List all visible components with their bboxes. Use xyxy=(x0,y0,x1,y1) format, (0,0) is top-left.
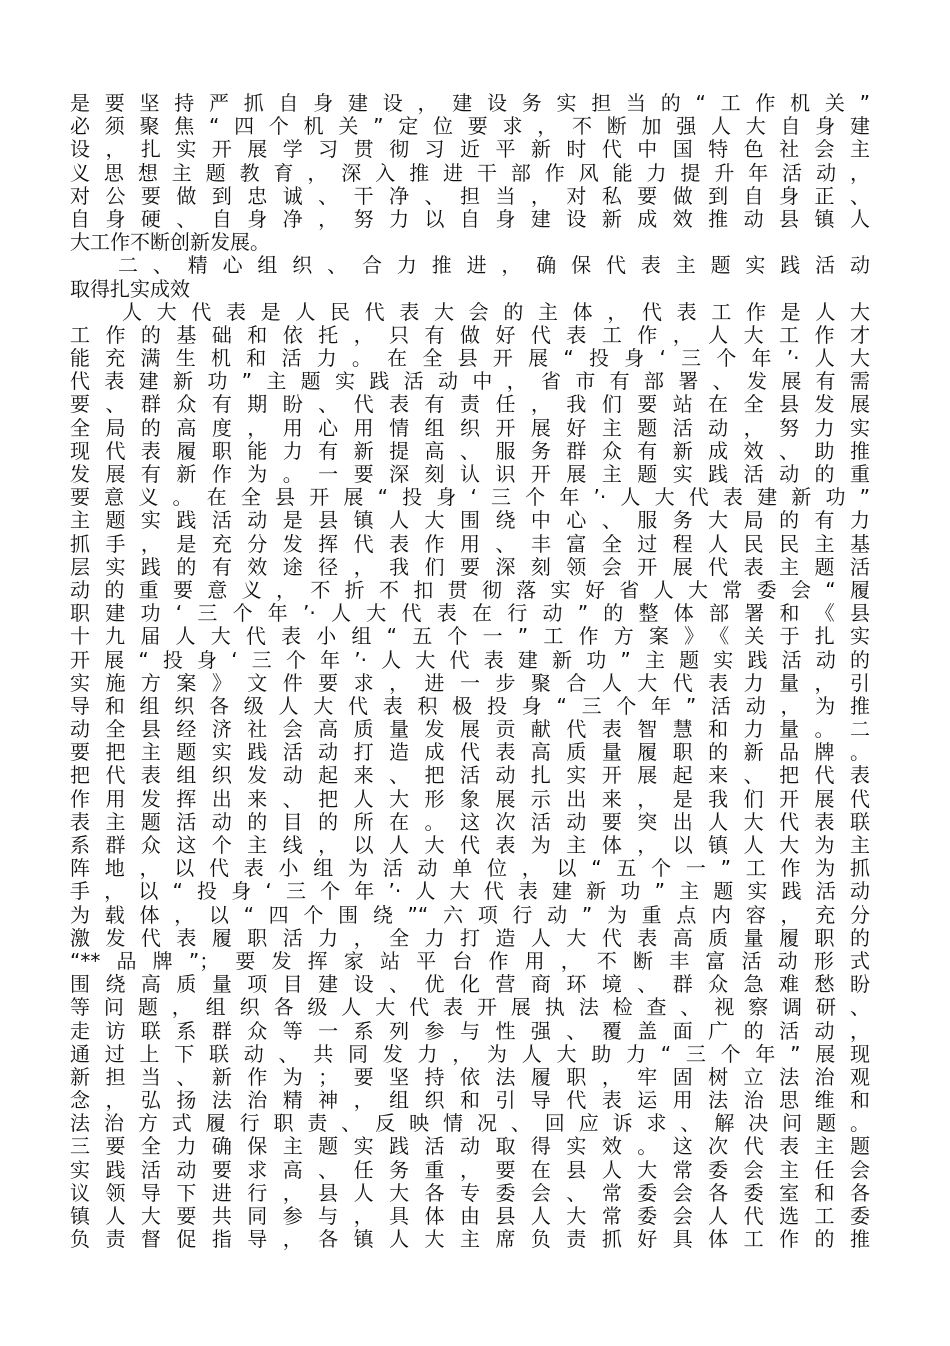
text-line: 议领导下进行，县人大各专委会、常委会各委室和各 xyxy=(70,1180,870,1205)
text-line: 主题实践活动是县镇人大围绕中心、服务大局的有力 xyxy=(70,508,870,533)
text-line: 义思想主题教育，深入推进干部作风能力提升年活动， xyxy=(70,160,870,185)
text-line: 抓手，是充分发挥代表作用、丰富全过程人民民主基 xyxy=(70,531,870,556)
text-line: 围绕高质量项目建设、优化营商环境、群众急难愁盼 xyxy=(70,972,870,997)
text-line: 导和组织各级人大代表积极投身“三个年”活动，为推 xyxy=(70,693,870,718)
text-line: 念，弘扬法治精神，组织和引导代表运用法治思维和 xyxy=(70,1088,870,1113)
text-line: 对公要做到忠诚、干净、担当，对私要做到自身正、 xyxy=(70,183,870,208)
section-heading: 二、精心组织、合力推进，确保代表主题实践活动 xyxy=(118,253,870,278)
text-line: 手，以“投身‘三个年’·人大代表建新功”主题实践活动 xyxy=(70,879,870,904)
text-line: 现代表履职能力有新提高、服务群众有新成效、助推 xyxy=(70,438,870,463)
text-line: 等问题，组织各级人大代表开展执法检查、视察调研、 xyxy=(70,995,870,1020)
text-line: 负责督促指导，各镇人大主席负责抓好具体工作的推 xyxy=(70,1227,870,1252)
text-line: 是要坚持严抓自身建设，建设务实担当的“工作机关” xyxy=(70,91,870,115)
text-line: 要意义。在全县开展“投身‘三个年’·人大代表建新功” xyxy=(70,485,870,510)
text-line: 工作的基础和依托，只有做好代表工作，人大工作才 xyxy=(70,322,870,347)
text-line: 动的重要意义，不折不扣贯彻落实好省人大常委会“履 xyxy=(70,577,870,602)
text-line: 层实践的有效途径，我们要深刻领会开展代表主题活 xyxy=(70,554,870,579)
text-line: 作用发挥出来、把人大形象展示出来，是我们开展代 xyxy=(70,786,870,811)
text-line: 设，扎实开展学习贯彻习近平新时代中国特色社会主 xyxy=(70,137,870,162)
text-line: 为载体，以“四个围绕”“六项行动”为重点内容，充分 xyxy=(70,902,870,927)
text-line: 人大代表是人民代表大会的主体，代表工作是人大 xyxy=(122,299,870,324)
text-line: 镇人大要共同参与，具体由县人大常委会人代选工委 xyxy=(70,1204,870,1228)
text-line: 要、群众有期盼、代表有责任，我们要站在全县发展 xyxy=(70,392,870,417)
text-line: “**品牌”；要发挥家站平台作用，不断丰富活动形式 xyxy=(70,948,870,973)
text-line: 十九届人大代表小组“五个一”工作方案》《关于扎实 xyxy=(70,624,870,649)
text-line: 能充满生机和活力。在全县开展“投身‘三个年’·人大 xyxy=(70,346,870,371)
document-body xyxy=(70,92,870,1251)
text-line: 要把主题实践活动打造成代表高质量履职的新品牌。 xyxy=(70,740,870,765)
text-line: 表主题活动的目的所在。这次活动要突出人大代表联 xyxy=(70,809,870,834)
text-line: 实施方案》文件要求，进一步聚合人大代表力量，引 xyxy=(70,670,870,695)
text-line: 必须聚焦“四个机关”定位要求，不断加强人大自身建 xyxy=(70,114,870,139)
text-line: 发展有新作为。一要深刻认识开展主题实践活动的重 xyxy=(70,462,870,486)
text-line: 实践活动要求高、任务重，要在县人大常委会主任会 xyxy=(70,1157,870,1182)
text-line: 把代表组织发动起来、把活动扎实开展起来、把代表 xyxy=(70,763,870,788)
text-line: 通过上下联动、共同发力，为人大助力“三个年”展现 xyxy=(70,1041,870,1066)
text-line: 走访联系群众等一系列参与性强、覆盖面广的活动， xyxy=(70,1018,870,1043)
text-line: 大工作不断创新发展。 xyxy=(70,230,270,255)
text-line: 动全县经济社会高质量发展贡献代表智慧和力量。二 xyxy=(70,717,870,742)
text-line: 激发代表履职活力，全力打造人大代表高质量履职的 xyxy=(70,925,870,950)
text-line: 自身硬、自身净，努力以自身建设新成效推动县镇人 xyxy=(70,206,870,231)
text-line: 新担当、新作为；要坚持依法履职，牢固树立法治观 xyxy=(70,1064,870,1089)
text-line: 代表建新功”主题实践活动中，省市有部署、发展有需 xyxy=(70,369,870,394)
text-line: 系群众这个主线，以人大代表为主体，以镇人大为主 xyxy=(70,833,870,857)
text-line: 全局的高度，用心用情组织开展好主题活动，努力实 xyxy=(70,415,870,440)
text-line: 职建功‘三个年’·人大代表在行动”的整体部署和《县 xyxy=(70,601,870,626)
section-heading-cont: 取得扎实成效 xyxy=(70,276,190,301)
text-line: 法治方式履行职责、反映情况、回应诉求、解决问题。 xyxy=(70,1111,870,1136)
text-line: 阵地，以代表小组为活动单位，以“五个一”工作为抓 xyxy=(70,856,870,881)
text-line: 开展“投身‘三个年’·人大代表建新功”主题实践活动的 xyxy=(70,647,870,672)
text-line: 三要全力确保主题实践活动取得实效。这次代表主题 xyxy=(70,1134,870,1159)
